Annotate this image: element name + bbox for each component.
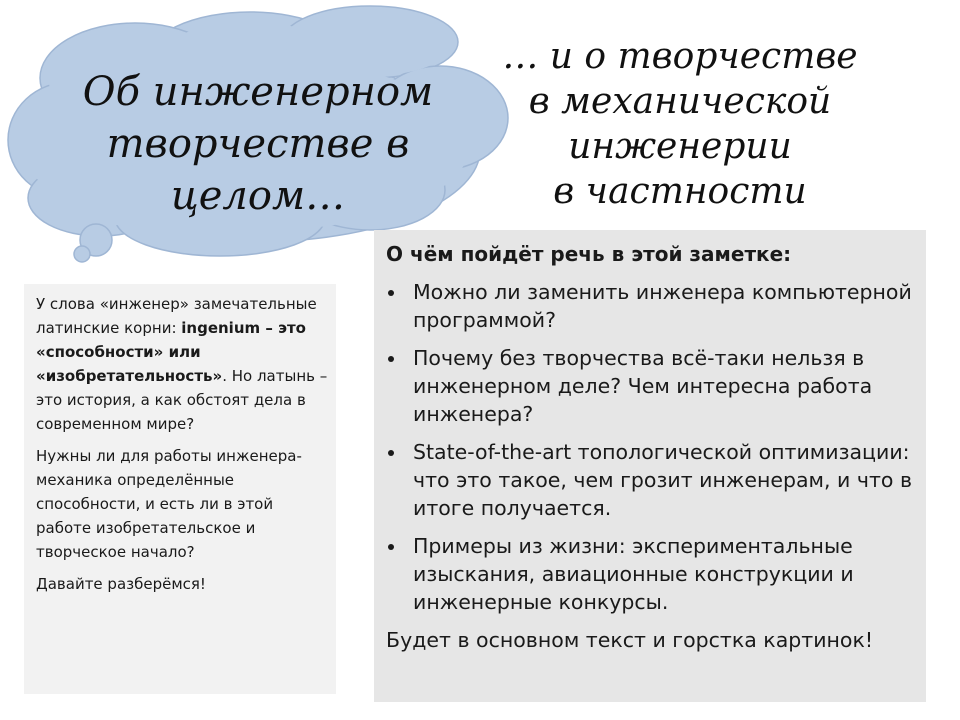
bullet-icon (388, 544, 394, 550)
side-title-line: в механической (528, 81, 832, 122)
side-title-line: в частности (553, 171, 807, 212)
topic-item (386, 278, 914, 334)
topics-heading: О чём пойдёт речь в этой заметке: (386, 242, 792, 266)
cloud-title (58, 66, 458, 222)
bullet-icon (388, 450, 394, 456)
topics-list (386, 278, 914, 616)
side-title (470, 34, 890, 214)
topics-box (374, 230, 926, 702)
topic-item (386, 532, 914, 616)
latin-meaning-text: ingenium – это «способности» или «изобретательность» (36, 319, 306, 385)
cloud-title-line: Об инженерном (82, 69, 434, 115)
bullet-icon (388, 356, 394, 362)
cloud-title-line: творчестве в (106, 121, 410, 167)
side-title-line: … и о творчестве (502, 36, 858, 77)
side-title-line: инженерии (568, 126, 792, 167)
cloud-title-line: целом… (170, 173, 346, 219)
topic-item (386, 344, 914, 428)
topics-footer: Будет в основном текст и горстка картинок! (386, 628, 874, 652)
question-paragraph: Нужны ли для работы инженера-механика определённые способности, и есть ли в этой работе изобретательское и творческое начало? (36, 447, 302, 561)
topic-text: Можно ли заменить инженера компьютерной программой? (413, 280, 912, 332)
bullet-icon (388, 290, 394, 296)
topic-text: State-of-the-art топологической оптимизации: что это такое, чем грозит инженерам, и что в итоге получается. (413, 440, 913, 520)
intro-paragraph (36, 292, 328, 436)
intro-text: У слова «инженер» замечательные латинские корни: (36, 295, 317, 337)
topic-item (386, 438, 914, 522)
topic-text: Примеры из жизни: экспериментальные изыскания, авиационные конструкции и инженерные конкурсы. (413, 534, 854, 614)
call-to-action: Давайте разберёмся! (36, 575, 206, 593)
intro-text-box (24, 284, 336, 694)
topic-text: Почему без творчества всё-таки нельзя в инженерном деле? Чем интересна работа инженера? (413, 346, 873, 426)
intro-text: . Но латынь – это история, а как обстоят дела в современном мире? (36, 367, 328, 433)
